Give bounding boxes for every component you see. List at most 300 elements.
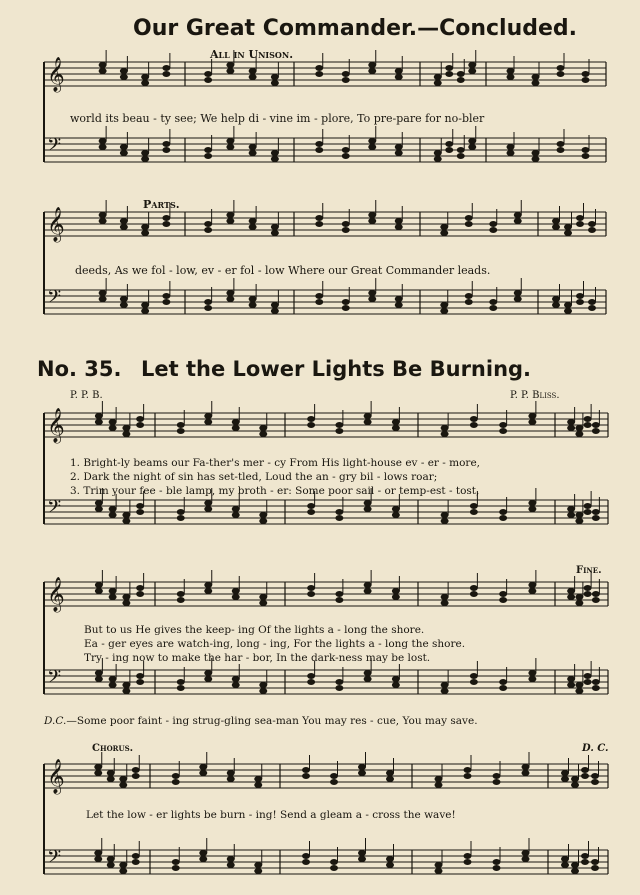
treble-clef-icon: 𝄞 — [47, 759, 65, 794]
treble-4-note — [364, 588, 372, 594]
treble-5-note — [581, 767, 589, 773]
bass-5-note — [571, 862, 579, 868]
bass-2-note — [514, 290, 522, 296]
treble-3-note — [204, 413, 212, 419]
treble-3-note — [575, 431, 583, 437]
treble-3-note — [592, 428, 600, 434]
bass-1-note — [99, 138, 107, 144]
bass-2-note — [564, 302, 572, 308]
bass-4-note — [122, 688, 130, 694]
bass-1-note — [226, 138, 234, 144]
bass-4-note — [204, 676, 212, 682]
treble-1-note — [557, 71, 565, 77]
bass-4-note — [364, 676, 372, 682]
bass-4-note — [584, 679, 592, 685]
bass-4-note — [528, 670, 536, 676]
bass-2-note — [552, 302, 560, 308]
bass-4-note — [122, 682, 130, 688]
bass-5-note — [172, 865, 180, 871]
bass-1-note — [434, 150, 442, 156]
treble-3-note — [232, 425, 240, 431]
bass-1-note — [507, 150, 515, 156]
treble-5-note — [302, 767, 310, 773]
bass-4-note — [109, 676, 117, 682]
treble-5-note — [435, 782, 443, 788]
treble-clef-icon: 𝄞 — [47, 577, 65, 612]
bass-clef-icon: 𝄢 — [47, 135, 62, 160]
bass-4-note — [259, 688, 267, 694]
treble-2-note — [514, 212, 522, 218]
treble-1-note — [468, 68, 476, 74]
bass-3-note — [307, 503, 315, 509]
bass-4-note — [204, 670, 212, 676]
bass-3-note — [259, 518, 267, 524]
bass-1-note — [162, 147, 170, 153]
bass-3-note — [335, 515, 343, 521]
treble-4-note — [122, 594, 130, 600]
bass-3-note — [575, 512, 583, 518]
treble-2-note — [368, 212, 376, 218]
treble-2-note — [204, 221, 212, 227]
treble-3-note — [470, 416, 478, 422]
treble-1-note — [249, 74, 257, 80]
treble-3-note — [204, 419, 212, 425]
bass-1-note — [557, 147, 565, 153]
bass-1-note — [226, 144, 234, 150]
bass-2-note — [204, 299, 212, 305]
verse-line-3: 3. Trim your fee - ble lamp, my broth - er: Some poor sail - or temp-est - tost, — [70, 485, 480, 497]
bass-4-note — [307, 679, 315, 685]
chorus-label: Chorus. — [92, 743, 134, 754]
treble-2-note — [99, 218, 107, 224]
treble-5-note — [107, 776, 115, 782]
treble-1-note — [445, 71, 453, 77]
bass-3-note — [109, 512, 117, 518]
bass-4-note — [177, 685, 185, 691]
bass-1-note — [141, 150, 149, 156]
bass-1-note — [368, 144, 376, 150]
bass-2-note — [120, 296, 128, 302]
bass-2-note — [162, 299, 170, 305]
bass-1-note — [141, 156, 149, 162]
treble-5-note — [561, 776, 569, 782]
bass-clef-icon: 𝄢 — [47, 497, 62, 522]
treble-4-note — [335, 591, 343, 597]
bass-3-note — [232, 506, 240, 512]
treble-4-note — [470, 591, 478, 597]
bass-2-note — [465, 299, 473, 305]
treble-2-note — [368, 218, 376, 224]
treble-5-note — [254, 782, 262, 788]
treble-2-note — [342, 221, 350, 227]
treble-4-note — [575, 594, 583, 600]
bass-5-note — [330, 859, 338, 865]
bass-3-note — [592, 515, 600, 521]
bass-2-note — [588, 299, 596, 305]
bass-2-note — [249, 302, 257, 308]
treble-2-note — [271, 230, 279, 236]
bass-clef-icon: 𝄢 — [47, 667, 62, 692]
chorus-lyrics: Let the low - er lights be burn - ing! Send a gleam a - cross the wave! — [86, 809, 456, 821]
treble-3-note — [441, 431, 449, 437]
bass-3-note — [567, 506, 575, 512]
treble-4-note — [109, 588, 117, 594]
bass-1-note — [557, 141, 565, 147]
treble-1-note — [120, 68, 128, 74]
bass-4-note — [441, 688, 449, 694]
bass-5-note — [107, 862, 115, 868]
treble-3-note — [499, 422, 507, 428]
bass-2-note — [204, 305, 212, 311]
treble-4-note — [567, 594, 575, 600]
bass-1-note — [204, 153, 212, 159]
treble-2-note — [576, 221, 584, 227]
treble-3-note — [232, 419, 240, 425]
treble-4-note — [528, 588, 536, 594]
bass-5-note — [132, 853, 140, 859]
bass-1-note — [162, 141, 170, 147]
bass-4-note — [592, 685, 600, 691]
treble-1-note — [457, 77, 465, 83]
treble-4-note — [232, 594, 240, 600]
treble-3-note — [364, 419, 372, 425]
hymn-title: Let the Lower Lights Be Burning. — [141, 357, 532, 381]
verse2-line-1: But to us He gives the keep- ing Of the lights a - long the shore. — [84, 624, 425, 636]
dc-prefix: D.C. — [44, 715, 67, 727]
treble-2-note — [315, 215, 323, 221]
treble-5-note — [571, 782, 579, 788]
treble-1-note — [434, 80, 442, 86]
treble-5-note — [386, 776, 394, 782]
bass-1-note — [120, 150, 128, 156]
bass-2-note — [226, 290, 234, 296]
bass-5-note — [172, 859, 180, 865]
bass-1-note — [457, 153, 465, 159]
bass-clef-icon: 𝄢 — [47, 287, 62, 312]
treble-2-note — [395, 218, 403, 224]
bass-2-note — [576, 299, 584, 305]
bass-1-note — [457, 147, 465, 153]
treble-4-note — [392, 594, 400, 600]
treble-2-note — [395, 224, 403, 230]
bass-2-note — [576, 293, 584, 299]
bass-5-note — [591, 859, 599, 865]
bass-1-note — [342, 147, 350, 153]
fine-marker: Fine. — [576, 565, 602, 576]
bass-5-note — [107, 856, 115, 862]
bass-1-note — [271, 156, 279, 162]
bass-2-note — [99, 290, 107, 296]
bass-3-note — [499, 515, 507, 521]
bass-4-note — [177, 679, 185, 685]
treble-2-note — [99, 212, 107, 218]
bass-4-note — [335, 679, 343, 685]
treble-3-note — [567, 419, 575, 425]
treble-5-note — [227, 770, 235, 776]
treble-4-note — [307, 585, 315, 591]
treble-5-note — [94, 764, 102, 770]
bass-4-note — [109, 682, 117, 688]
treble-5-note — [199, 770, 207, 776]
treble-5-note — [119, 782, 127, 788]
treble-4-note — [470, 585, 478, 591]
treble-2-note — [162, 221, 170, 227]
treble-1-note — [120, 74, 128, 80]
bass-2-note — [249, 296, 257, 302]
treble-1-note — [434, 74, 442, 80]
treble-5-note — [172, 779, 180, 785]
section1-title: Our Great Commander.—Concluded. — [133, 16, 578, 41]
bass-2-note — [489, 299, 497, 305]
treble-5-note — [561, 770, 569, 776]
treble-3-note — [136, 416, 144, 422]
bass-3-note — [392, 512, 400, 518]
treble-5-note — [172, 773, 180, 779]
bass-5-note — [581, 853, 589, 859]
treble-1-note — [249, 68, 257, 74]
treble-4-note — [136, 585, 144, 591]
treble-3-note — [392, 425, 400, 431]
bass-1-note — [582, 147, 590, 153]
treble-1-note — [204, 77, 212, 83]
bass-2-note — [465, 293, 473, 299]
bass-1-note — [342, 153, 350, 159]
bass-2-note — [368, 290, 376, 296]
treble-4-note — [136, 591, 144, 597]
parts-marker: Parts. — [143, 198, 180, 211]
bass-3-note — [364, 500, 372, 506]
treble-2-note — [440, 230, 448, 236]
bass-3-note — [136, 509, 144, 515]
bass-3-note — [259, 512, 267, 518]
bass-1-note — [249, 144, 257, 150]
treble-3-note — [307, 416, 315, 422]
treble-3-note — [392, 419, 400, 425]
bass-4-note — [232, 682, 240, 688]
treble-3-note — [177, 428, 185, 434]
bass-3-note — [177, 509, 185, 515]
bass-1-note — [99, 144, 107, 150]
bass-4-note — [95, 670, 103, 676]
bass-5-note — [254, 868, 262, 874]
bass-3-note — [528, 506, 536, 512]
bass-4-note — [575, 682, 583, 688]
bass-4-note — [95, 676, 103, 682]
bass-5-note — [199, 856, 207, 862]
bass-4-note — [567, 676, 575, 682]
treble-5-note — [464, 767, 472, 773]
treble-4-note — [95, 582, 103, 588]
treble-1-note — [582, 77, 590, 83]
treble-4-note — [592, 591, 600, 597]
bass-5-note — [522, 856, 530, 862]
treble-1-note — [368, 62, 376, 68]
treble-1-note — [507, 74, 515, 80]
treble-2-note — [120, 218, 128, 224]
treble-1-note — [271, 74, 279, 80]
bass-3-note — [232, 512, 240, 518]
bass-4-note — [470, 673, 478, 679]
bass-1-note — [204, 147, 212, 153]
treble-1-note — [457, 71, 465, 77]
treble-3-note — [177, 422, 185, 428]
treble-3-note — [364, 413, 372, 419]
credit-left: P. P. B. — [70, 390, 103, 401]
bass-1-note — [120, 144, 128, 150]
treble-3-note — [136, 422, 144, 428]
treble-clef-icon: 𝄞 — [47, 408, 65, 443]
verse2-line-3: Try - ing now to make the har - bor, In the dark-ness may be lost. — [84, 652, 431, 664]
treble-2-note — [465, 215, 473, 221]
bass-3-note — [307, 509, 315, 515]
bass-4-note — [592, 679, 600, 685]
bass-3-note — [592, 509, 600, 515]
treble-5-note — [358, 764, 366, 770]
bass-5-note — [561, 862, 569, 868]
bass-3-note — [441, 512, 449, 518]
bass-1-note — [532, 156, 540, 162]
bass-5-note — [254, 862, 262, 868]
bass-5-note — [493, 859, 501, 865]
bass-2-note — [315, 293, 323, 299]
treble-1-note — [342, 77, 350, 83]
treble-4-note — [177, 597, 185, 603]
bass-3-note — [95, 506, 103, 512]
bass-4-note — [567, 682, 575, 688]
bass-3-note — [575, 518, 583, 524]
treble-3-note — [95, 413, 103, 419]
bass-4-note — [136, 679, 144, 685]
treble-2-note — [141, 224, 149, 230]
treble-5-note — [571, 776, 579, 782]
bass-1-note — [315, 141, 323, 147]
treble-2-note — [249, 218, 257, 224]
treble-3-note — [575, 425, 583, 431]
bass-3-note — [499, 509, 507, 515]
credit-right: P. P. Bliss. — [510, 390, 560, 401]
treble-2-note — [465, 221, 473, 227]
dc-text: —Some poor faint - ing strug-gling sea-man You may res - cue, You may save. — [66, 715, 478, 727]
bass-3-note — [122, 512, 130, 518]
treble-4-note — [364, 582, 372, 588]
bass-4-note — [307, 673, 315, 679]
unison-marker: All in Unison. — [210, 48, 294, 61]
treble-5-note — [464, 773, 472, 779]
bass-1-note — [468, 138, 476, 144]
bass-2-note — [271, 308, 279, 314]
treble-3-note — [307, 422, 315, 428]
treble-5-note — [94, 770, 102, 776]
treble-3-note — [259, 425, 267, 431]
bass-clef-icon: 𝄢 — [47, 847, 62, 872]
section1-lyrics-line2: deeds, As we fol - low, ev - er fol - low Where our Great Commander leads. — [75, 264, 491, 277]
treble-1-note — [315, 65, 323, 71]
bass-1-note — [468, 144, 476, 150]
treble-2-note — [226, 212, 234, 218]
bass-3-note — [204, 500, 212, 506]
treble-4-note — [567, 588, 575, 594]
treble-1-note — [99, 62, 107, 68]
treble-2-note — [342, 227, 350, 233]
bass-4-note — [232, 676, 240, 682]
treble-1-note — [507, 68, 515, 74]
treble-3-note — [109, 419, 117, 425]
treble-5-note — [358, 770, 366, 776]
treble-4-note — [95, 588, 103, 594]
treble-5-note — [386, 770, 394, 776]
treble-3-note — [122, 431, 130, 437]
treble-1-note — [226, 68, 234, 74]
bass-2-note — [342, 299, 350, 305]
bass-5-note — [464, 859, 472, 865]
bass-5-note — [302, 853, 310, 859]
bass-2-note — [440, 302, 448, 308]
treble-4-note — [109, 594, 117, 600]
treble-1-note — [315, 71, 323, 77]
treble-1-note — [271, 80, 279, 86]
treble-3-note — [470, 422, 478, 428]
bass-3-note — [136, 503, 144, 509]
treble-1-note — [204, 71, 212, 77]
treble-2-note — [162, 215, 170, 221]
bass-2-note — [120, 302, 128, 308]
bass-4-note — [575, 688, 583, 694]
treble-1-note — [141, 80, 149, 86]
bass-1-note — [445, 141, 453, 147]
treble-5-note — [119, 776, 127, 782]
treble-5-note — [435, 776, 443, 782]
bass-5-note — [386, 862, 394, 868]
treble-3-note — [109, 425, 117, 431]
treble-4-note — [584, 591, 592, 597]
bass-5-note — [119, 868, 127, 874]
treble-4-note — [122, 600, 130, 606]
treble-4-note — [592, 597, 600, 603]
treble-3-note — [95, 419, 103, 425]
bass-3-note — [567, 512, 575, 518]
treble-2-note — [315, 221, 323, 227]
treble-4-note — [335, 597, 343, 603]
treble-1-note — [395, 74, 403, 80]
treble-2-note — [552, 224, 560, 230]
treble-4-note — [584, 585, 592, 591]
bass-1-note — [445, 147, 453, 153]
treble-4-note — [232, 588, 240, 594]
bass-5-note — [94, 850, 102, 856]
bass-5-note — [132, 859, 140, 865]
treble-3-note — [122, 425, 130, 431]
bass-3-note — [109, 506, 117, 512]
treble-2-note — [552, 218, 560, 224]
treble-2-note — [588, 227, 596, 233]
treble-1-note — [162, 65, 170, 71]
bass-1-note — [434, 156, 442, 162]
bass-2-note — [395, 296, 403, 302]
bass-3-note — [335, 509, 343, 515]
dc-marker: D. C. — [582, 743, 609, 754]
bass-2-note — [162, 293, 170, 299]
treble-2-note — [514, 218, 522, 224]
treble-1-note — [99, 68, 107, 74]
treble-1-note — [557, 65, 565, 71]
treble-5-note — [493, 779, 501, 785]
treble-1-note — [468, 62, 476, 68]
bass-2-note — [141, 302, 149, 308]
bass-2-note — [141, 308, 149, 314]
treble-1-note — [395, 68, 403, 74]
bass-3-note — [584, 509, 592, 515]
treble-4-note — [441, 600, 449, 606]
